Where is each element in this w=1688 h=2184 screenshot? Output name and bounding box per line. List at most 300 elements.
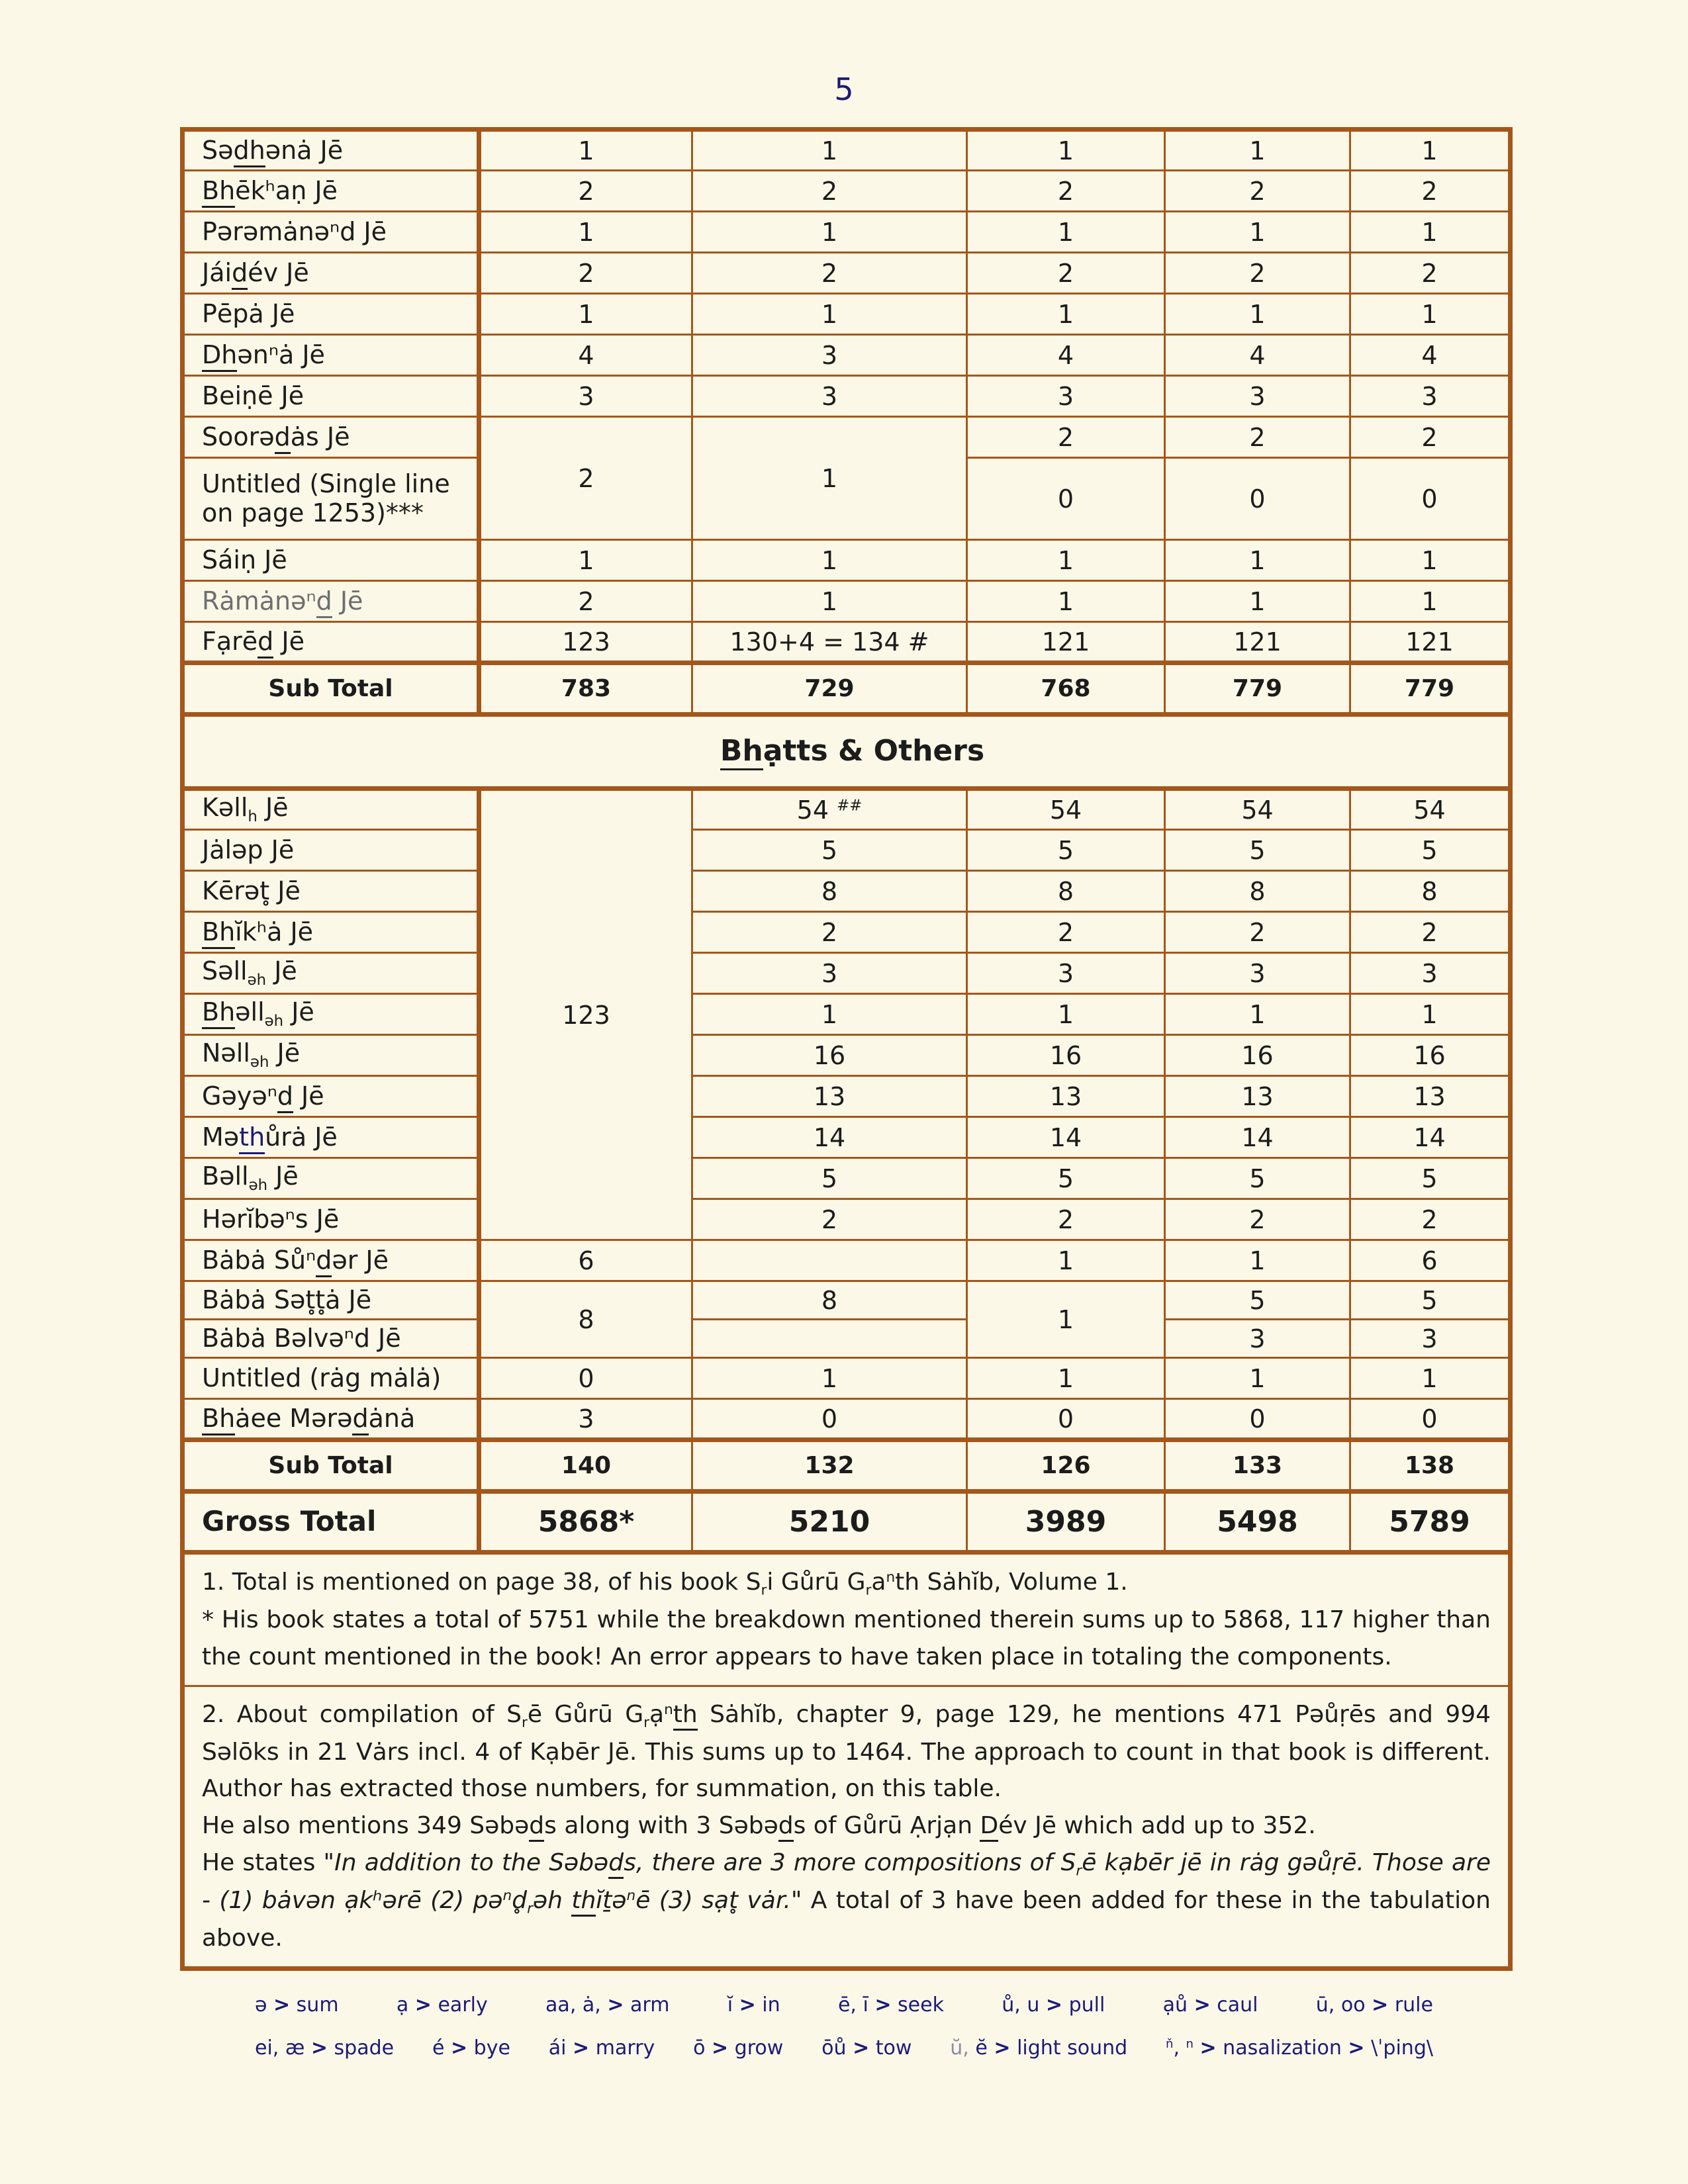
count-cell: 5	[1165, 1281, 1350, 1320]
composer-name-cell	[183, 581, 479, 622]
composer-name-cell	[183, 1199, 479, 1240]
table-row	[183, 1686, 1511, 1968]
count-cell: 6	[479, 1240, 692, 1281]
count-cell: 1	[1350, 130, 1511, 171]
pronunciation-item	[1002, 1993, 1105, 2017]
table-row	[183, 253, 1511, 294]
text-segment: d	[529, 1812, 544, 1842]
count-cell: 1	[1350, 994, 1511, 1035]
text-segment: >	[414, 1993, 432, 2017]
composer-name-cell	[183, 1358, 479, 1399]
text-segment: \ˈping\	[1364, 2036, 1433, 2060]
composer-name-cell	[183, 953, 479, 994]
composer-name-cell	[183, 871, 479, 912]
text-segment: Bəll	[202, 1161, 249, 1191]
text-segment: i Gůrū G	[767, 1569, 866, 1596]
count-cell: 1	[479, 294, 692, 335]
count-cell: 13	[967, 1076, 1165, 1117]
text-segment: ,	[1173, 2036, 1186, 2060]
text-segment: 2. About compilation of S	[202, 1700, 522, 1728]
text-segment: ň	[1166, 2036, 1174, 2051]
pronunciation-item	[950, 2036, 1127, 2060]
text-segment: Beiṇē Jē	[202, 381, 305, 410]
text-segment: arm	[624, 1993, 670, 2017]
table-row	[183, 1399, 1511, 1440]
text-segment: é	[432, 2036, 451, 2060]
count-cell: 783	[479, 663, 692, 715]
table-body	[183, 130, 1511, 1969]
count-cell: 8	[479, 1281, 692, 1358]
text-segment: d	[316, 1246, 332, 1277]
text-segment: r	[761, 1582, 767, 1599]
count-cell: 1	[967, 1281, 1165, 1358]
text-segment: ei, æ	[255, 2036, 311, 2060]
count-cell: 3	[967, 953, 1165, 994]
text-segment: Dh	[202, 340, 237, 372]
pronunciation-row-1	[255, 1993, 1433, 2017]
text-segment: ạtts & Others	[763, 734, 985, 768]
text-segment: əh	[250, 1054, 269, 1071]
pronunciation-item	[432, 2036, 510, 2060]
text-segment: Hərĭbəⁿs Jē	[202, 1204, 340, 1234]
count-cell: 2	[1350, 417, 1511, 458]
count-cell: 5	[1350, 1281, 1511, 1320]
table-row	[183, 871, 1511, 912]
text-segment: Bȧbȧ Bəlvəⁿd Jē	[202, 1323, 401, 1353]
text-segment: Jē	[273, 626, 305, 656]
gross-total-label	[183, 1492, 479, 1553]
pronunciation-item	[821, 2036, 912, 2060]
table-row	[183, 912, 1511, 953]
count-cell: 8	[692, 1281, 967, 1320]
text-segment: Kəll	[202, 793, 248, 823]
count-cell: 16	[1165, 1035, 1350, 1076]
text-segment: d	[232, 258, 248, 290]
count-cell: 2	[692, 253, 967, 294]
count-cell: 123	[479, 622, 692, 663]
count-cell: 8	[1350, 871, 1511, 912]
text-segment: d	[352, 1404, 368, 1435]
table-row	[183, 789, 1511, 830]
table-row	[183, 830, 1511, 871]
composer-name-cell	[183, 417, 479, 458]
text-segment: " A total of 3 have been added for these in the tabulation above.	[202, 1887, 1491, 1952]
count-cell: 13	[692, 1076, 967, 1117]
text-segment: Soorə	[202, 422, 275, 451]
table-row	[183, 540, 1511, 581]
text-segment: D	[980, 1812, 998, 1842]
text-segment: s of Gůrū Ạrjạn	[793, 1812, 980, 1840]
table-row	[183, 1281, 1511, 1320]
pronunciation-item	[397, 1993, 488, 2017]
count-cell: 121	[1165, 622, 1350, 663]
count-cell	[692, 789, 967, 830]
text-segment: Jȧləp Jē	[202, 835, 295, 864]
count-cell: 1	[967, 212, 1165, 253]
count-cell: 14	[967, 1117, 1165, 1158]
table-row	[183, 1240, 1511, 1281]
table-row	[183, 1440, 1511, 1492]
count-cell: 3	[1350, 1320, 1511, 1358]
composer-name-cell	[183, 1117, 479, 1158]
count-cell: 3	[692, 335, 967, 376]
count-cell: 1	[1165, 294, 1350, 335]
count-cell: 1	[1350, 581, 1511, 622]
pronunciation-item	[727, 1993, 780, 2017]
count-cell: 2	[1350, 171, 1511, 212]
count-cell: 2	[692, 1199, 967, 1240]
count-cell: 5	[1165, 1158, 1350, 1199]
count-cell: 1	[692, 130, 967, 171]
text-segment: əh	[248, 1177, 268, 1195]
text-segment: h	[248, 808, 258, 826]
count-cell: 132	[692, 1440, 967, 1492]
text-segment: ər Jē	[332, 1245, 389, 1275]
count-cell: 121	[967, 622, 1165, 663]
count-cell: 1	[1350, 212, 1511, 253]
text-segment: Bh	[202, 917, 235, 949]
count-cell: 2	[967, 171, 1165, 212]
count-cell: 5	[967, 1158, 1165, 1199]
count-cell: 5	[692, 1158, 967, 1199]
text-segment: Sáiṇ Jē	[202, 545, 287, 574]
count-cell: 4	[1350, 335, 1511, 376]
section-header-cell	[183, 715, 1511, 789]
pronunciation-item	[1316, 1993, 1433, 2017]
text-segment: pull	[1062, 1993, 1105, 2017]
count-cell: 3	[1165, 1320, 1350, 1358]
pronunciation-item	[1163, 1993, 1258, 2017]
text-segment: d̥	[512, 1887, 528, 1915]
count-cell: 4	[1165, 335, 1350, 376]
count-cell: 1	[1165, 1358, 1350, 1399]
note-cell	[183, 1686, 1511, 1968]
composer-name-cell	[183, 1399, 479, 1440]
composition-count-table	[180, 127, 1513, 1971]
text-segment: n	[626, 1888, 636, 1905]
text-segment: >	[310, 2036, 328, 2060]
count-cell: 2	[479, 417, 692, 540]
subtotal-label	[183, 1440, 479, 1492]
text-segment: Sub Total	[268, 674, 393, 702]
count-cell: 140	[479, 1440, 692, 1492]
text-segment: >	[607, 1993, 624, 2017]
count-cell: 5	[1350, 830, 1511, 871]
pronunciation-item	[545, 1993, 669, 2017]
count-cell: 2	[1165, 912, 1350, 953]
text-segment: Pēpȧ Jē	[202, 298, 295, 328]
count-cell: 1	[479, 212, 692, 253]
text-segment: light sound	[1010, 2036, 1128, 2060]
text-segment: aa, ȧ,	[545, 1993, 608, 2017]
count-cell: 2	[479, 581, 692, 622]
pronunciation-item	[838, 1993, 944, 2017]
count-cell: 130+4 = 134 #	[692, 622, 967, 663]
text-segment: s, there are 3 more compositions of S	[624, 1849, 1076, 1877]
count-cell: 3	[967, 376, 1165, 417]
count-cell: 0	[967, 1399, 1165, 1440]
composer-name-cell	[183, 458, 479, 540]
count-cell: 8	[967, 871, 1165, 912]
text-segment: spade	[328, 2036, 395, 2060]
table-row	[183, 1199, 1511, 1240]
count-cell: 0	[692, 1399, 967, 1440]
text-segment: >	[573, 2036, 590, 2060]
text-segment: ái	[548, 2036, 573, 2060]
count-cell: 0	[1350, 458, 1511, 540]
text-segment: ĭṯə	[596, 1887, 627, 1915]
count-cell: 4	[967, 335, 1165, 376]
text-segment: Jē	[293, 1081, 324, 1111]
text-segment: Bh	[202, 997, 235, 1029]
count-cell: 2	[1350, 1199, 1511, 1240]
text-segment: seek	[891, 1993, 944, 2017]
note-paragraph	[202, 1696, 1491, 1808]
text-segment: ŭ,	[950, 2036, 969, 2060]
text-segment: év Jē which add up to 352.	[998, 1812, 1316, 1840]
count-cell: 1	[692, 417, 967, 540]
subtotal-label	[183, 663, 479, 715]
text-segment: ənⁿȧ Jē	[237, 340, 325, 369]
text-segment: ȧee Mərə	[235, 1403, 353, 1433]
count-cell: 2	[479, 171, 692, 212]
count-cell: 2	[1350, 912, 1511, 953]
count-cell: 3	[1350, 953, 1511, 994]
text-segment: 1. Total is mentioned on page 38, of his book S	[202, 1569, 761, 1596]
count-cell: 779	[1165, 663, 1350, 715]
text-segment: ē Gůrū G	[527, 1700, 644, 1728]
count-cell: 0	[479, 1358, 692, 1399]
table-row	[183, 1358, 1511, 1399]
table-row	[183, 294, 1511, 335]
pronunciation-row-2	[255, 2036, 1433, 2060]
count-cell: 1	[1350, 294, 1511, 335]
text-segment: d	[258, 627, 273, 659]
text-segment: He also mentions 349 Səbə	[202, 1812, 530, 1840]
table-row	[183, 1158, 1511, 1199]
count-cell: 1	[967, 994, 1165, 1035]
composer-name-cell	[183, 994, 479, 1035]
pronunciation-item	[255, 1993, 339, 2017]
text-segment: ē kạbēr jē in rȧg gəůṛē. Those are - (1) bȧvən ạkʰərē (2) pə	[202, 1849, 1491, 1915]
count-cell: 1	[967, 294, 1165, 335]
count-cell: 1	[479, 540, 692, 581]
text-segment: th	[239, 1122, 265, 1154]
count-cell	[692, 1240, 967, 1281]
count-cell: 2	[967, 253, 1165, 294]
text-segment: Rȧmȧnəⁿ	[202, 586, 316, 615]
pronunciation-key	[255, 1993, 1433, 2060]
count-cell: 14	[1350, 1117, 1511, 1158]
text-segment: Untitled (rȧg mȧlȧ)	[202, 1363, 442, 1392]
count-cell: 3	[479, 1399, 692, 1440]
table-row	[183, 1076, 1511, 1117]
count-cell: 13	[1350, 1076, 1511, 1117]
count-cell: 5	[1165, 830, 1350, 871]
text-segment: r	[1076, 1862, 1082, 1880]
text-segment: ōů	[821, 2036, 853, 2060]
text-segment: >	[1372, 1993, 1389, 2017]
text-segment: r	[643, 1714, 650, 1731]
text-segment: caul	[1210, 1993, 1258, 2017]
text-segment: ō	[693, 2036, 712, 2060]
composer-name-cell	[183, 335, 479, 376]
pronunciation-item	[1166, 2036, 1433, 2060]
composer-name-cell	[183, 789, 479, 830]
text-segment: in	[755, 1993, 780, 2017]
count-cell: 3989	[967, 1492, 1165, 1553]
count-cell: 1	[692, 212, 967, 253]
text-segment: 54	[796, 795, 837, 825]
count-cell: 3	[692, 376, 967, 417]
text-segment: ȧs Jē	[290, 422, 350, 451]
table-row	[183, 376, 1511, 417]
composer-name-cell	[183, 1320, 479, 1358]
text-segment: Mə	[202, 1122, 240, 1152]
text-segment: >	[1045, 1993, 1063, 2017]
table-row	[183, 1035, 1511, 1076]
count-cell: 2	[1165, 1199, 1350, 1240]
count-cell: 2	[1165, 253, 1350, 294]
count-cell: 3	[1165, 376, 1350, 417]
text-segment: Pərəmȧnəⁿd Jē	[202, 216, 387, 246]
text-segment: d	[275, 422, 291, 454]
count-cell: 2	[967, 912, 1165, 953]
text-segment: >	[1194, 1993, 1211, 2017]
text-segment: ĭ	[727, 1993, 739, 2017]
table-row	[183, 1117, 1511, 1158]
text-segment: Jē	[266, 956, 297, 986]
count-cell: 16	[692, 1035, 967, 1076]
count-cell: 4	[479, 335, 692, 376]
count-cell: 1	[1350, 540, 1511, 581]
count-cell: 1	[692, 294, 967, 335]
count-cell: 729	[692, 663, 967, 715]
text-segment: Jái	[202, 257, 232, 287]
count-cell: 5	[1350, 1158, 1511, 1199]
composer-name-cell	[183, 540, 479, 581]
text-segment: ȧnȧ	[368, 1403, 416, 1433]
count-cell: 1	[1165, 212, 1350, 253]
count-cell: 2	[692, 171, 967, 212]
note-paragraph	[202, 1844, 1491, 1957]
count-cell: 54	[1350, 789, 1511, 830]
pronunciation-item	[693, 2036, 783, 2060]
text-segment: ĕ	[968, 2036, 994, 2060]
composer-name-cell	[183, 1240, 479, 1281]
count-cell: 0	[967, 458, 1165, 540]
text-segment: Untitled (Single line on page 1253)***	[202, 469, 450, 527]
table-row	[183, 130, 1511, 171]
composer-name-cell	[183, 1158, 479, 1199]
count-cell: 5	[967, 830, 1165, 871]
text-segment: sum	[290, 1993, 339, 2017]
text-segment: Sȧhĭb, chapter 9, page 129, he mentions 471 Pəůṛēs and 994 Səlōks in 21 Vȧrs incl. 4 of Kạbēr Jē. This sums up to 1464. The approach to count in that book is different. Author has extracted those numbers, for summation, on this table.	[202, 1700, 1491, 1803]
count-cell: 8	[692, 871, 967, 912]
composer-name-cell	[183, 253, 479, 294]
text-segment: n	[664, 1701, 673, 1718]
count-cell: 0	[1165, 1399, 1350, 1440]
count-cell: 16	[1350, 1035, 1511, 1076]
text-segment: nasalization	[1216, 2036, 1348, 2060]
count-cell: 1	[1165, 1240, 1350, 1281]
text-segment: >	[450, 2036, 468, 2060]
text-segment: Sə	[202, 135, 234, 165]
page-number: 5	[834, 71, 854, 107]
count-cell: 1	[1350, 1358, 1511, 1399]
count-cell: 133	[1165, 1440, 1350, 1492]
count-cell: 16	[967, 1035, 1165, 1076]
count-cell: 123	[479, 789, 692, 1240]
note-paragraph	[202, 1564, 1491, 1602]
text-segment: bye	[467, 2036, 510, 2060]
count-cell: 1	[692, 1358, 967, 1399]
text-segment: əh	[264, 1013, 284, 1030]
count-cell: 5210	[692, 1492, 967, 1553]
composer-name-cell	[183, 1281, 479, 1320]
table-row	[183, 581, 1511, 622]
table-row	[183, 663, 1511, 715]
composer-name-cell	[183, 1035, 479, 1076]
composer-name-cell	[183, 1076, 479, 1117]
count-cell: 126	[967, 1440, 1165, 1492]
text-segment: əh	[532, 1887, 572, 1915]
count-cell: 54	[967, 789, 1165, 830]
text-segment: tow	[869, 2036, 912, 2060]
count-cell: 3	[1350, 376, 1511, 417]
count-cell: 14	[692, 1117, 967, 1158]
count-cell: 1	[1165, 994, 1350, 1035]
count-cell: 1	[967, 130, 1165, 171]
table-row	[183, 212, 1511, 253]
count-cell: 8	[1165, 871, 1350, 912]
note-cell	[183, 1553, 1511, 1686]
text-segment: r	[527, 1900, 533, 1917]
count-cell: 779	[1350, 663, 1511, 715]
count-cell: 121	[1350, 622, 1511, 663]
count-cell: 5	[692, 830, 967, 871]
text-segment: Jē	[283, 997, 314, 1027]
text-segment: ạů	[1162, 1993, 1194, 2017]
count-cell: 2	[1350, 253, 1511, 294]
text-segment: ů, u	[1002, 1993, 1046, 2017]
text-segment: Fạrē	[202, 626, 258, 656]
count-cell: 1	[967, 581, 1165, 622]
count-cell: 1	[967, 1358, 1165, 1399]
table-row	[183, 953, 1511, 994]
text-segment: əll	[235, 997, 265, 1027]
text-segment: Jē	[267, 1161, 299, 1191]
table-row	[183, 1320, 1511, 1358]
text-segment: ənȧ Jē	[265, 135, 344, 165]
text-segment: th Sȧhĭb, Volume 1.	[895, 1569, 1128, 1596]
text-segment: th	[673, 1701, 698, 1731]
count-cell: 1	[1165, 540, 1350, 581]
composer-name-cell	[183, 830, 479, 871]
text-segment: marry	[589, 2036, 655, 2060]
text-segment: n	[886, 1569, 896, 1586]
text-segment: ē, ī	[837, 1993, 875, 2017]
text-segment: s along with 3 Səbə	[544, 1812, 778, 1840]
text-segment: d	[316, 586, 332, 618]
text-segment: >	[994, 2036, 1011, 2060]
count-cell: 3	[1165, 953, 1350, 994]
text-segment: rule	[1388, 1993, 1433, 2017]
count-cell: 768	[967, 663, 1165, 715]
text-segment: Bȧbȧ Sůⁿ	[202, 1245, 316, 1275]
text-segment: ##	[837, 796, 863, 814]
note-paragraph	[202, 1602, 1491, 1676]
